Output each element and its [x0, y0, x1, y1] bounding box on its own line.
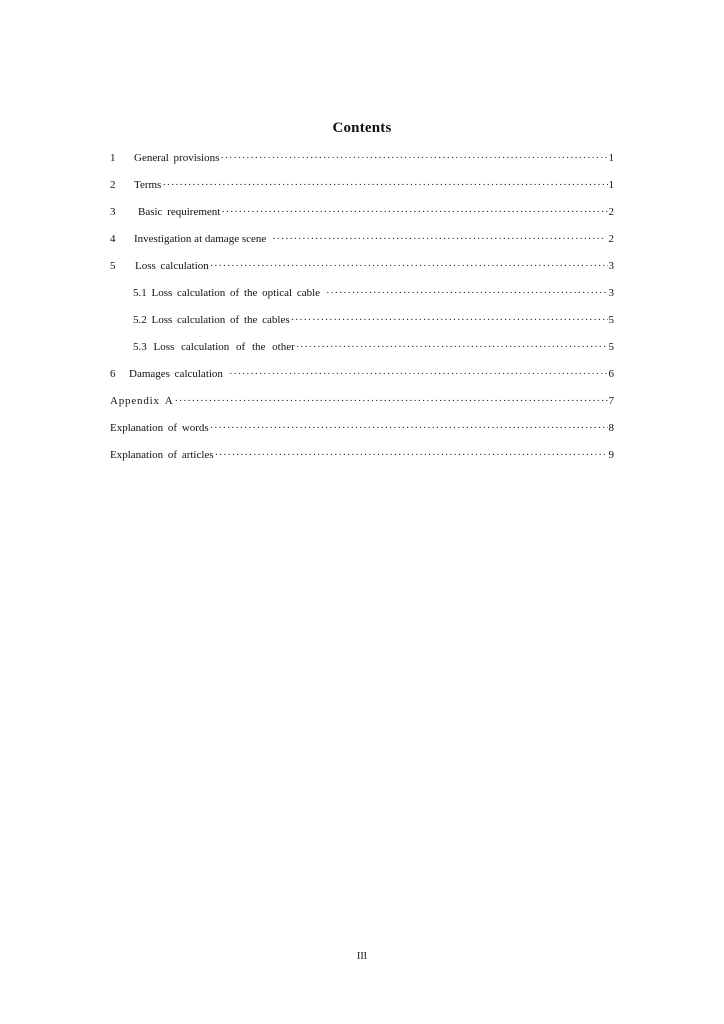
- toc-entry-title: Basic requirement: [138, 206, 221, 218]
- toc-entry-title: Explanation of articles: [110, 449, 214, 461]
- toc-entry-appendix-a[interactable]: [110, 393, 614, 409]
- toc-entry-damages-calculation[interactable]: [110, 366, 614, 382]
- toc-entry-title: 5.1 Loss calculation of the optical cable: [133, 287, 321, 299]
- toc-entry-terms[interactable]: [110, 177, 614, 193]
- dot-leader: [215, 447, 608, 463]
- toc-entry-page: 8: [608, 422, 614, 434]
- toc-entry-number: 6: [110, 368, 116, 380]
- toc-entry-page: 3: [608, 287, 614, 299]
- toc-entry-title: Terms: [134, 179, 162, 191]
- dot-leader: [291, 312, 608, 328]
- toc-entry-page: 5: [608, 341, 614, 353]
- dot-leader: [220, 150, 607, 166]
- toc-entry-page: 6: [608, 368, 614, 380]
- toc-entry-number: 3: [110, 206, 116, 218]
- toc-entry-title: Damages calculation: [129, 368, 223, 380]
- toc-entry-number: 2: [110, 179, 116, 191]
- dot-leader: [272, 231, 602, 247]
- toc-entry-page: 2: [608, 233, 614, 245]
- toc-entry-page: 9: [608, 449, 614, 461]
- dot-leader: [229, 366, 608, 382]
- toc-entry-page: 1: [608, 179, 614, 191]
- toc-entry-title: Loss calculation: [135, 260, 209, 272]
- toc-entry-title: General provisions: [134, 152, 220, 164]
- toc-entry-5-2-cables[interactable]: [133, 312, 614, 328]
- toc-entry-title: Investigation at damage scene: [134, 233, 267, 245]
- toc-entry-5-3-other[interactable]: [133, 339, 614, 355]
- toc-entry-number: 5: [110, 260, 116, 272]
- toc-entry-number: 4: [110, 233, 116, 245]
- toc-entry-title: 5.3 Loss calculation of the other: [133, 341, 295, 353]
- toc-entry-loss-calculation[interactable]: [110, 258, 614, 274]
- toc-entry-title: 5.2 Loss calculation of the cables: [133, 314, 290, 326]
- dot-leader: [296, 339, 608, 355]
- toc-entry-explanation-of-words[interactable]: [110, 420, 614, 436]
- page-title: Contents: [332, 120, 392, 136]
- dot-leader: [162, 177, 607, 193]
- toc-entry-page: 7: [608, 395, 614, 407]
- toc-entry-basic-requirement[interactable]: [110, 204, 614, 220]
- toc-entry-title: Explanation of words: [110, 422, 209, 434]
- dot-leader: [326, 285, 607, 301]
- toc-entry-general-provisions[interactable]: [110, 150, 614, 166]
- toc-entry-page: 1: [608, 152, 614, 164]
- toc-entry-page: 3: [608, 260, 614, 272]
- toc-entry-5-1-optical-cable[interactable]: [133, 285, 614, 301]
- dot-leader: [210, 258, 608, 274]
- toc-entry-title: Appendix A: [110, 395, 174, 407]
- dot-leader: [210, 420, 608, 436]
- toc-entry-number: 1: [110, 152, 116, 164]
- toc-entry-page: 2: [608, 206, 614, 218]
- toc-entry-explanation-of-articles[interactable]: [110, 447, 614, 463]
- dot-leader: [221, 204, 607, 220]
- dot-leader: [174, 393, 607, 409]
- toc-entry-investigation[interactable]: [110, 231, 614, 247]
- toc-entry-page: 5: [608, 314, 614, 326]
- footer-page-number: III: [357, 951, 367, 962]
